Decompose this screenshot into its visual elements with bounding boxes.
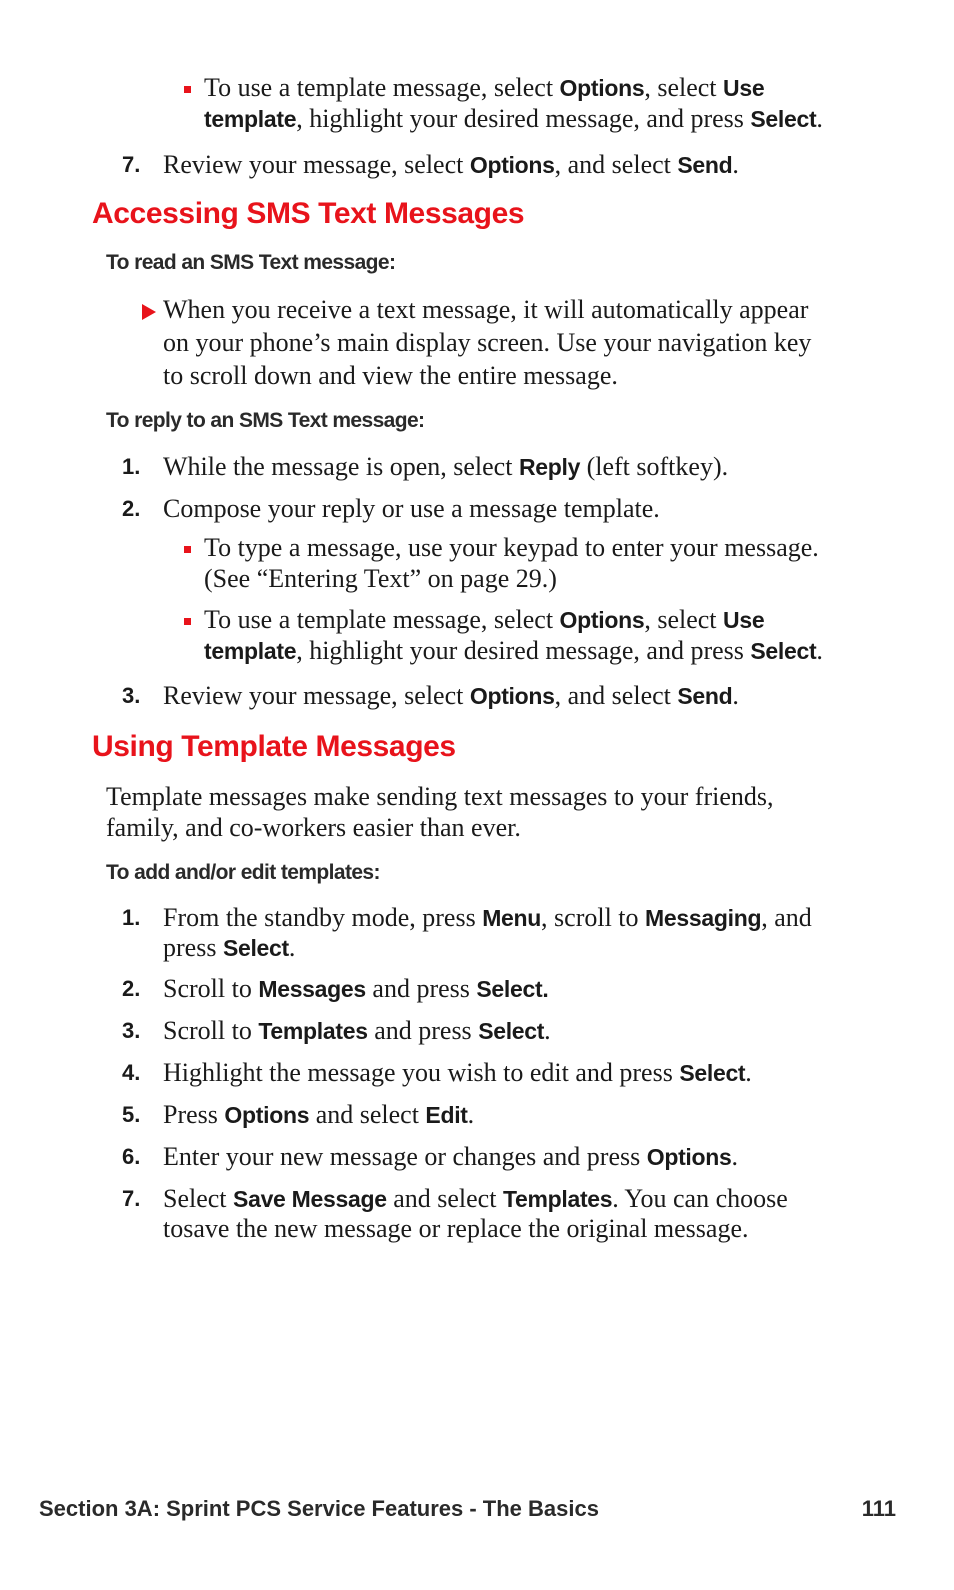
step-text: Highlight the message you wish to edit and press Select.: [163, 1058, 752, 1087]
step-text: press Select.: [163, 933, 296, 962]
subheading: To read an SMS Text message:: [106, 251, 396, 274]
bullet-text: template, highlight your desired message, and press Select.: [204, 104, 823, 133]
step-number: 2.: [122, 496, 141, 521]
step-text: From the standby mode, press Menu, scroll to Messaging, and: [163, 903, 812, 932]
footer-section-label: Section 3A: Sprint PCS Service Features - The Basics: [39, 1496, 599, 1521]
step-text: While the message is open, select Reply (left softkey).: [163, 452, 729, 481]
paragraph-line: on your phone’s main display screen. Use your navigation key: [163, 328, 812, 357]
bullet-text: To use a template message, select Options, select Use: [204, 605, 765, 634]
step-number: 7.: [122, 1186, 141, 1211]
step-text: Review your message, select Options, and select Send.: [163, 681, 739, 710]
bullet-text: (See “Entering Text” on page 29.): [204, 564, 557, 593]
bullet-text: To type a message, use your keypad to enter your message.: [204, 533, 819, 562]
arrow-bullet-icon: [142, 304, 156, 320]
step-number: 1.: [122, 454, 141, 479]
paragraph-line: When you receive a text message, it will automatically appear: [163, 295, 809, 324]
bullet-marker: [184, 86, 191, 93]
subheading: To add and/or edit templates:: [106, 861, 380, 884]
step-text: Select Save Message and select Templates. You can choose: [163, 1184, 788, 1213]
step-text: Review your message, select Options, and select Send.: [163, 150, 739, 179]
paragraph-line: Template messages make sending text messages to your friends,: [106, 782, 774, 811]
step-number: 2.: [122, 976, 141, 1001]
step-text: Scroll to Templates and press Select.: [163, 1016, 551, 1045]
section-heading: Using Template Messages: [92, 730, 456, 763]
bullet-text: To use a template message, select Options, select Use: [204, 73, 765, 102]
bullet-text: template, highlight your desired message, and press Select.: [204, 636, 823, 665]
step-number: 3.: [122, 683, 141, 708]
paragraph-line: family, and co-workers easier than ever.: [106, 813, 521, 842]
step-number: 4.: [122, 1060, 141, 1085]
step-number: 7.: [122, 152, 141, 177]
step-text: Enter your new message or changes and press Options.: [163, 1142, 739, 1171]
step-text: tosave the new message or replace the original message.: [163, 1214, 749, 1243]
step-number: 1.: [122, 905, 141, 930]
paragraph-line: to scroll down and view the entire message.: [163, 361, 618, 390]
step-text: Scroll to Messages and press Select.: [163, 974, 549, 1003]
bullet-marker: [184, 618, 191, 625]
step-number: 5.: [122, 1102, 141, 1127]
bullet-marker: [184, 546, 191, 553]
section-heading: Accessing SMS Text Messages: [92, 197, 525, 230]
step-number: 6.: [122, 1144, 141, 1169]
step-number: 3.: [122, 1018, 141, 1043]
subheading: To reply to an SMS Text message:: [106, 409, 425, 432]
step-text: Compose your reply or use a message template.: [163, 494, 660, 523]
page-number: 111: [861, 1496, 896, 1521]
step-text: Press Options and select Edit.: [163, 1100, 475, 1129]
